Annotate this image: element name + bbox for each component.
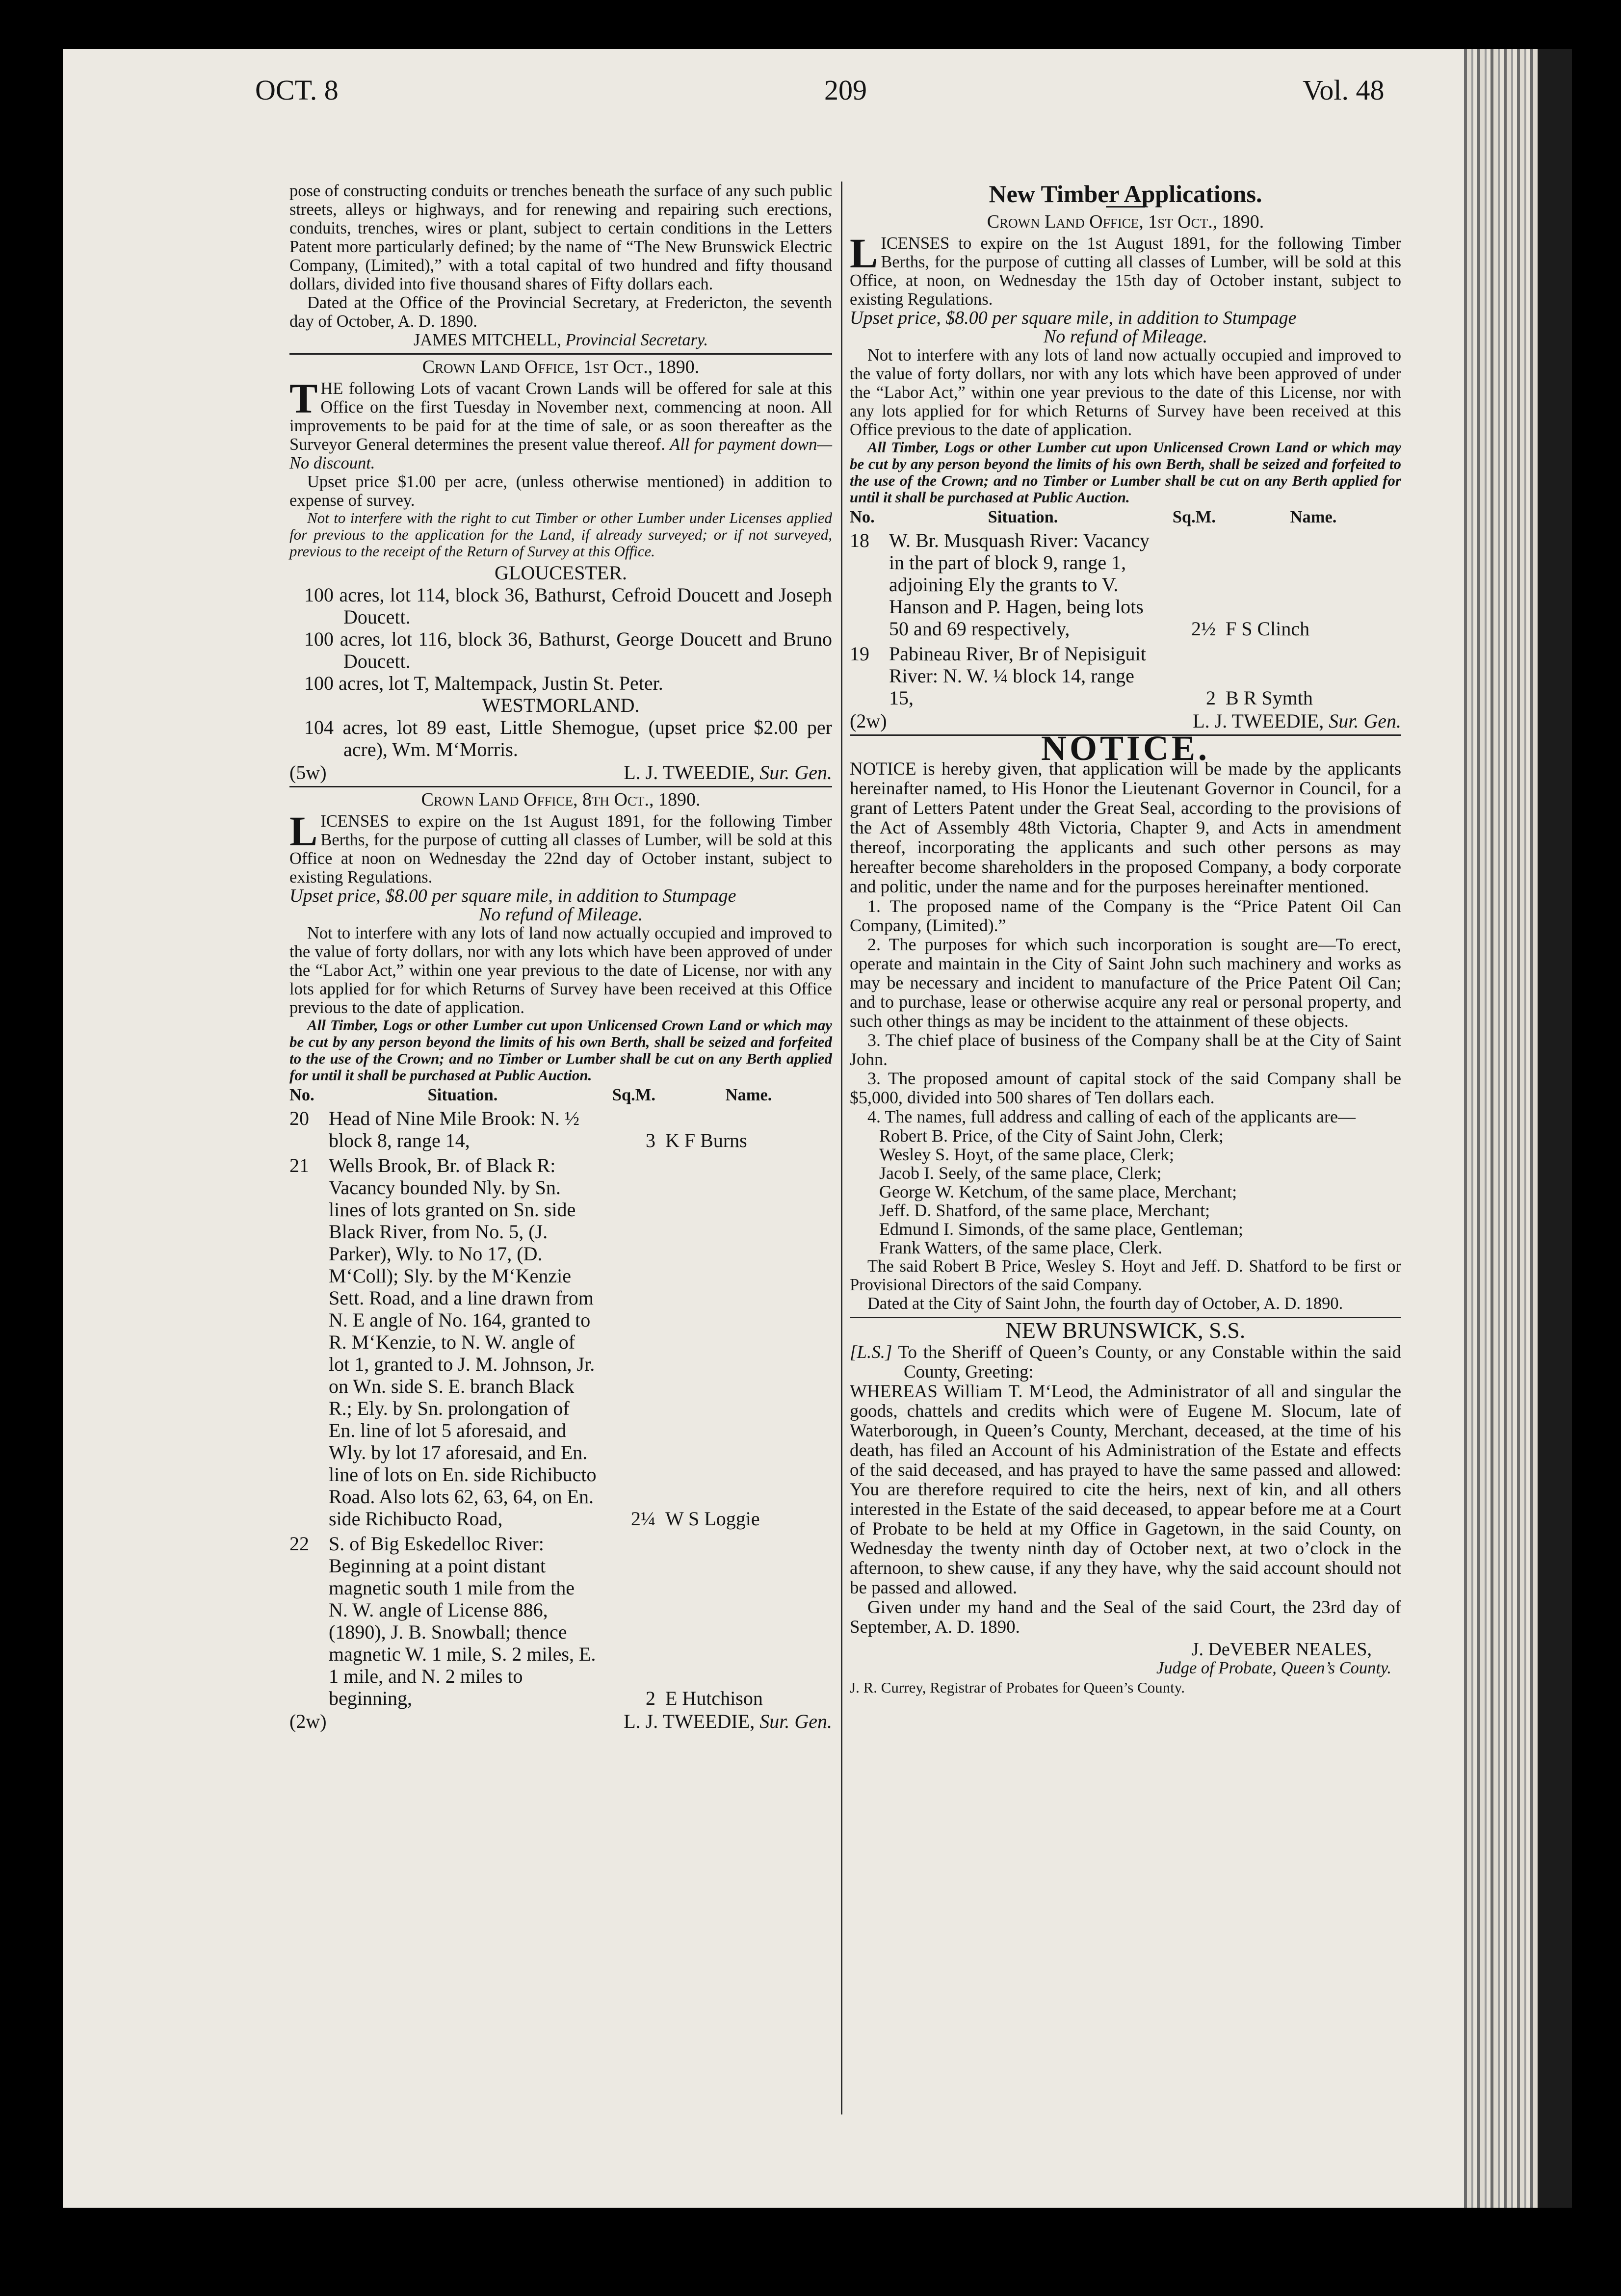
drop-cap: L xyxy=(289,808,318,855)
section-heading: NEW BRUNSWICK, S.S. xyxy=(1005,1318,1246,1343)
signer-name: L. J. TWEEDIE, xyxy=(1193,710,1324,732)
berth-number: 22 xyxy=(289,1533,309,1555)
lot-entry: 104 acres, lot 89 east, Little Shemogue, (upset price $2.00 per acre), Wm. M‘Morris. xyxy=(304,716,832,760)
col-header-name: Name. xyxy=(1290,508,1337,526)
office-line: Crown Land Office, 1st Oct., 1890. xyxy=(987,211,1264,232)
page-edge-shadow xyxy=(1538,49,1572,2208)
run-mark: (2w) xyxy=(850,710,887,732)
signer-title: Judge of Probate, Queen’s County. xyxy=(1156,1659,1391,1677)
upset-price: Upset price $1.00 per acre, (unless otherwise mentioned) in addition to expense of survey. xyxy=(289,472,832,510)
applicant: George W. Ketchum, of the same place, Merchant; xyxy=(879,1182,1237,1201)
berth-situation: S. of Big Eskedelloc River: Beginning at a point distant magnetic south 1 mile from the N. W. angle of License 886, (1890), J. B. Snowball; thence magnetic W. 1 mile, S. 2 miles, E. 1 mile, and N. 2 miles to beginning, xyxy=(329,1533,596,1709)
notice-body: NOTICE is hereby given, that application will be made by the applicants hereinafter named, to His Honor the Lieutenant Governor in Council, for a grant of Letters Patent under the Great Seal, according to the provisions of the Act of Assembly 48th Victoria, Chapter 9, and Acts in amendment thereof, incorporating the applicants and such other persons as may hereafter become shareholders in the proposed Company, a body corporate and politic, under the name and for the purposes hereinafter mentioned. xyxy=(850,759,1401,897)
notice-clause: 1. The proposed name of the Company is the “Price Patent Oil Can Company, (Limited).” xyxy=(850,896,1401,935)
col-header-no: No. xyxy=(850,508,875,526)
county-heading: GLOUCESTER. xyxy=(495,562,627,584)
berth-sqm: 2 xyxy=(1206,687,1216,709)
oil-can-company-notice xyxy=(850,729,1401,1313)
section-heading: NOTICE. xyxy=(1041,729,1210,768)
berth-sqm: 2½ xyxy=(1191,618,1216,640)
divider xyxy=(289,353,832,355)
signer-name: J. DeVEBER NEALES, xyxy=(1191,1639,1372,1660)
berth-sqm: 2¼ xyxy=(631,1508,655,1530)
signer-title: Sur. Gen. xyxy=(759,1710,832,1732)
berth-sqm: 3 xyxy=(646,1129,655,1151)
col-header-no: No. xyxy=(289,1086,314,1104)
new-timber-applications xyxy=(850,180,1401,732)
berth-situation: Head of Nine Mile Brook: N. ½ block 8, range 14, xyxy=(329,1107,580,1151)
directors: The said Robert B Price, Wesley S. Hoyt and Jeff. D. Shatford to be first or Provisional Directors of the said Company. xyxy=(850,1257,1401,1294)
lot-entry: 100 acres, lot 114, block 36, Bathurst, Cefroid Doucett and Joseph Doucett. xyxy=(304,584,832,628)
applicant: Robert B. Price, of the City of Saint John, Clerk; xyxy=(879,1126,1224,1146)
header-page-number: 209 xyxy=(824,74,867,106)
signer-title: Provincial Secretary. xyxy=(565,331,708,349)
run-mark: (2w) xyxy=(289,1710,327,1732)
office-line: Crown Land Office, 8th Oct., 1890. xyxy=(421,789,701,810)
payment-terms: All for payment down—No discount. xyxy=(289,435,832,472)
crown-land-sale-notice xyxy=(289,358,832,782)
applicant: Frank Watters, of the same place, Clerk. xyxy=(879,1238,1163,1257)
berth-row xyxy=(850,529,1401,640)
divider xyxy=(289,786,832,787)
notice-clause: 3. The proposed amount of capital stock of the said Company shall be $5,000, divided into 500 shares of Ten dollars each. xyxy=(850,1069,1401,1107)
applicant: Wesley S. Hoyt, of the same place, Clerk; xyxy=(879,1145,1174,1164)
col-header-situation: Situation. xyxy=(427,1086,498,1104)
col-header-sqm: Sq.M. xyxy=(612,1086,655,1104)
berth-row xyxy=(289,1533,832,1709)
signer-title: Sur. Gen. xyxy=(1329,710,1401,732)
sale-body: HE following Lots of vacant Crown Lands will be offered for sale at this Office on the first Tuesday in November next, commencing at noon. All improvements to be paid for at the time of sale, or as soon thereafter as the Surveyor General determines the present value thereof. xyxy=(289,379,832,454)
berth-situation: Pabineau River, Br of Nepisiguit River: N. W. ¼ block 14, range 15, xyxy=(889,643,1146,709)
berth-number: 19 xyxy=(850,643,869,665)
registrar-line: J. R. Currey, Registrar of Probates for Queen’s County. xyxy=(850,1679,1185,1696)
timber-caveat: All Timber, Logs or other Lumber cut upon Unlicensed Crown Land or which may be cut by any person beyond the limits of his own Berth, shall be seized and forfeited to the use of the Crown; and no Timber or Lumber shall be cut on any Berth applied for until it shall be purchased at Public Auction. xyxy=(289,1017,832,1084)
notice-clause: 4. The names, full address and calling of each of the applicants are— xyxy=(867,1107,1356,1126)
notice-clause: 2. The purposes for which such incorporation is sought are—To erect, operate and maintain in the City of Saint John such machinery and works as may be necessary and incident to manufacture of the Price Patent Oil Can; and to purchase, lease or otherwise acquire any real or personal property, and such other things as may be incident to the attainment of these objects. xyxy=(850,935,1401,1031)
electric-company-notice xyxy=(289,182,832,349)
header-volume: Vol. 48 xyxy=(1303,74,1385,106)
berth-name: B R Symth xyxy=(1226,687,1313,709)
citation-body: WHEREAS William T. M‘Leod, the Administrator of all and singular the goods, chattels and credits which were of Eugene M. Slocum, late of Waterborough, in Queen’s County, Merchant, deceased, at the time of his death, has filed an Account of his Administration of the Estate and effects of the said deceased, and has prayed to have the same passed and allowed: You are therefore required to cite the heirs, next of kin, and all others interested in the Estate of the said deceased, to appear before me at a Court of Probate to be held at my Office in Gagetown, in the said County, on Wednesday the twenty ninth day of October next, at two o’clock in the afternoon, to shew cause, if any they have, why the said account should not be passed and allowed. xyxy=(850,1382,1401,1598)
timber-body: ICENSES to expire on the 1st August 1891, for the following Timber Berths, for the purpose of cutting all classes of Lumber, will be sold at this Office, at noon, on Wednesday the 15th day of October instant, subject to existing Regulations. xyxy=(850,234,1401,309)
county-heading: WESTMORLAND. xyxy=(482,694,640,716)
sale-caveat: Not to interfere with the right to cut Timber or other Lumber under Licenses applied for previous to the application for the Land, if already surveyed; or if not surveyed, previous to the receipt of the Return of Survey at this Office. xyxy=(289,509,832,560)
probate-citation xyxy=(850,1318,1401,1696)
mileage-note: No refund of Mileage. xyxy=(478,904,643,925)
drop-cap: L xyxy=(850,230,878,277)
seal-mark: [L.S.] xyxy=(850,1342,892,1362)
timber-body: ICENSES to expire on the 1st August 1891, for the following Timber Berths, for the purpose of cutting all classes of Lumber, will be sold at this Office at noon on Wednesday the 22nd day of October instant, subject to existing Regulations. xyxy=(289,812,832,887)
notice-dated: Dated at the City of Saint John, the fourth day of October, A. D. 1890. xyxy=(867,1294,1343,1313)
interfere-clause: Not to interfere with any lots of land now actually occupied and improved to the value of forty dollars, nor with any lots which have been approved of under the “Labor Act,” within one year previous to the date of License, nor with any lots applied for for which Returns of Survey have been received at this Office previous to the date of application. xyxy=(289,924,832,1017)
header-date: OCT. 8 xyxy=(255,74,339,106)
notice-clause: 3. The chief place of business of the Company shall be at the City of Saint John. xyxy=(850,1030,1401,1069)
lot-entry: 100 acres, lot T, Maltempack, Justin St. Peter. xyxy=(304,672,663,694)
applicant: Edmund I. Simonds, of the same place, Gentleman; xyxy=(879,1219,1243,1239)
drop-cap: T xyxy=(289,375,318,422)
run-mark: (5w) xyxy=(289,761,327,783)
signer-name: L. J. TWEEDIE, xyxy=(624,761,755,783)
berth-name: K F Burns xyxy=(665,1129,747,1151)
left-column xyxy=(289,182,832,1731)
berth-row xyxy=(850,643,1401,709)
applicant: Jeff. D. Shatford, of the same place, Merchant; xyxy=(879,1200,1210,1220)
berth-situation: W. Br. Musquash River: Vacancy in the part of block 9, range 1, adjoining Ely the grants to V. Hanson and P. Hagen, being lots 50 and 69 respectively, xyxy=(889,529,1150,640)
section-heading: New Timber Applications. xyxy=(989,180,1262,208)
citation-given: Given under my hand and the Seal of the said Court, the 23rd day of September, A. D. 1890. xyxy=(850,1597,1401,1637)
signer-name: L. J. TWEEDIE, xyxy=(624,1710,755,1732)
berth-number: 18 xyxy=(850,529,869,551)
berth-sqm: 2 xyxy=(646,1687,655,1709)
berth-name: E Hutchison xyxy=(665,1687,763,1709)
applicant: Jacob I. Seely, of the same place, Clerk; xyxy=(879,1163,1162,1183)
page-edges xyxy=(1464,49,1538,2208)
mileage-note: No refund of Mileage. xyxy=(1043,326,1208,347)
interfere-clause: Not to interfere with any lots of land now actually occupied and improved to the value of forty dollars, nor with any lots which have been approved of under the “Labor Act,” within one year previous to the date of this License, nor with any lots applied for for which Returns of Survey have been received at this Office previous to the date of application. xyxy=(850,346,1401,439)
berth-number: 21 xyxy=(289,1154,309,1176)
office-line: Crown Land Office, 1st Oct., 1890. xyxy=(422,357,700,377)
upset-price: Upset price, $8.00 per square mile, in addition to Stumpage xyxy=(850,308,1297,328)
notice-text: pose of constructing conduits or trenches beneath the surface of any such public streets, alleys or highways, and for renewing and repairing such erections, conduits, trenches, wires or plant, subject to certain conditions in the Letters Patent more particularly defined; by the name of “The New Brunswick Electric Company, (Limited),” with a total capital of two hundred and fifty thousand dollars, divided into five thousand shares of Fifty dollars each. xyxy=(289,182,832,293)
timber-caveat: All Timber, Logs or other Lumber cut upon Unlicensed Crown Land or which may be cut by any person beyond the limits of his own Berth, shall be seized and forfeited to the use of the Crown; and no Timber or Lumber shall be cut on any Berth applied for until it shall be purchased at Public Auction. xyxy=(850,439,1401,506)
citation-address: To the Sheriff of Queen’s County, or any Constable within the said County, Greeting: xyxy=(898,1342,1401,1382)
berth-row xyxy=(289,1154,832,1530)
col-header-situation: Situation. xyxy=(988,508,1058,526)
berth-row xyxy=(289,1107,832,1151)
timber-berths-notice xyxy=(289,790,832,1731)
berth-name: F S Clinch xyxy=(1226,618,1310,640)
column-rule xyxy=(841,182,842,2114)
berth-situation: Wells Brook, Br. of Black R: Vacancy bounded Nly. by Sn. lines of lots granted on Sn. side Black River, from No. 5, (J. Parker), Wly. to No 17, (D. M‘Coll); Sly. by the M‘Kenzie Sett. Road, and a line drawn from N. E angle of No. 164, granted to R. M‘Kenzie, to N. W. angle of lot 1, granted to J. M. Johnson, Jr. on Wn. side S. E. branch Black R.; Ely. by Sn. prolongation of En. line of lot 5 aforesaid, and Wly. by lot 17 aforesaid, and En. line of lots on En. side Richibucto Road. Also lots 62, 63, 64, on En. side Richibucto Road, xyxy=(329,1154,597,1530)
signer-name: JAMES MITCHELL, xyxy=(413,331,561,349)
upset-price: Upset price, $8.00 per square mile, in addition to Stumpage xyxy=(289,886,736,906)
signer-title: Sur. Gen. xyxy=(759,761,832,783)
right-column xyxy=(850,182,1401,1696)
berth-name: W S Loggie xyxy=(665,1508,760,1530)
col-header-name: Name. xyxy=(725,1086,772,1104)
notice-dated: Dated at the Office of the Provincial Secretary, at Fredericton, the seventh day of October, A. D. 1890. xyxy=(289,293,832,331)
lot-entry: 100 acres, lot 116, block 36, Bathurst, George Doucett and Bruno Doucett. xyxy=(304,628,832,672)
berth-number: 20 xyxy=(289,1107,309,1129)
col-header-sqm: Sq.M. xyxy=(1172,508,1216,526)
